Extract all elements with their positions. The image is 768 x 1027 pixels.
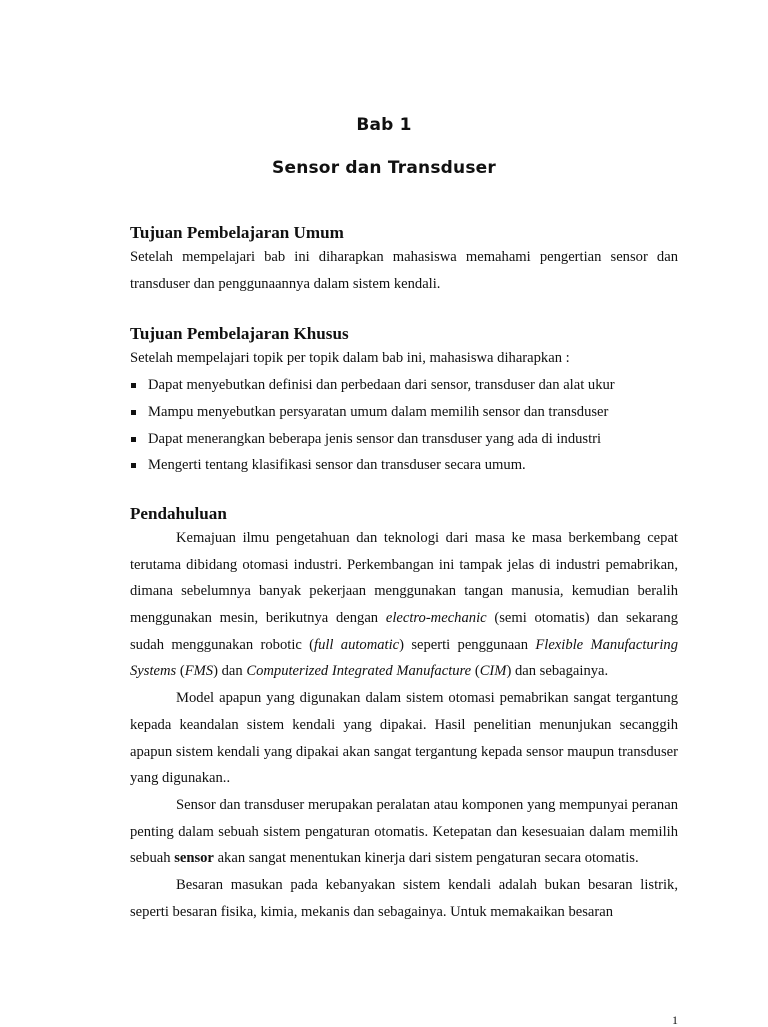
list-item (130, 372, 678, 399)
italic-term: Computerized Integrated Manufacture (246, 663, 472, 680)
page-number: 1 (672, 1013, 678, 1027)
paragraph-tujuan-khusus-intro: Setelah mempelajari topik per topik dalam bab ini, mahasiswa diharapkan : (130, 350, 570, 367)
text-run: ( (176, 663, 185, 680)
italic-term: electro-mechanic (385, 610, 487, 627)
section-heading-tujuan-umum: Tujuan Pembelajaran Umum (130, 223, 344, 242)
objectives-list (130, 372, 678, 479)
list-item (130, 452, 678, 479)
document-body (130, 222, 678, 925)
text-run: akan sangat menentukan kinerja dari sistem pengaturan secara otomatis. (213, 850, 639, 867)
italic-term: FMS (184, 663, 214, 680)
text-run: Kemajuan ilmu pengetahuan dan teknologi dari masa ke masa berkembang cepat terutama dibidang otomasi industri. Perkembangan ini tampak jelas di industri pemabrikan, dimana sebelumnya banyak pekerjaan menggunakan tangan manusia, kemudian beralih menggunakan mesin, berikutnya dengan (130, 529, 678, 627)
bold-term: sensor (174, 850, 214, 867)
text-run: Sensor dan transduser merupakan peralatan atau komponen yang mempunyai peranan penting dalam sebuah sistem pengaturan otomatis. Ketepatan dan kesesuaian dalam memilih sebuah (130, 796, 678, 867)
text-run: ) dan (213, 663, 247, 680)
square-bullet-icon (131, 463, 136, 468)
text-run: ) seperti penggunaan (399, 636, 536, 653)
square-bullet-icon (131, 437, 136, 442)
list-item (130, 426, 678, 453)
section-heading-pendahuluan: Pendahuluan (130, 503, 227, 523)
italic-term: CIM (479, 663, 507, 680)
paragraph-pendahuluan-2: Model apapun yang digunakan dalam sistem otomasi pemabrikan sangat tergantung kepada keandalan sistem kendali yang dipakai. Hasil penelitian menunjukan secanggih apapun sistem kendali yang dipakai akan sangat tergantung kepada sensor maupun transduser yang digunakan.. (130, 690, 678, 787)
text-run: (semi otomatis) dan sekarang sudah menggunakan robotic ( (130, 610, 679, 653)
paragraph-pendahuluan-1 (130, 525, 678, 685)
square-bullet-icon (131, 410, 136, 415)
section-heading-tujuan-khusus: Tujuan Pembelajaran Khusus (130, 324, 349, 344)
paragraph-pendahuluan-3 (130, 792, 678, 872)
text-run: ( (471, 663, 480, 680)
list-item-text: Dapat menyebutkan definisi dan perbedaan dari sensor, transduser dan alat ukur (148, 377, 615, 394)
paragraph-pendahuluan-4: Besaran masukan pada kebanyakan sistem kendali adalah bukan besaran listrik, seperti besaran fisika, kimia, mekanis dan sebagainya. Untuk memakaikan besaran (130, 877, 678, 920)
paragraph-tujuan-umum: Setelah mempelajari bab ini diharapkan mahasiswa memahami pengertian sensor dan transduser dan penggunaannya dalam sistem kendali. (130, 249, 678, 292)
list-item-text: Mampu menyebutkan persyaratan umum dalam memilih sensor dan transduser (148, 403, 609, 420)
list-item-text: Mengerti tentang klasifikasi sensor dan transduser secara umum. (148, 457, 526, 474)
section-pendahuluan (130, 503, 678, 926)
text-run: ) dan sebagainya. (506, 663, 609, 680)
square-bullet-icon (131, 383, 136, 388)
section-tujuan-khusus (130, 323, 678, 479)
section-tujuan-umum (130, 222, 678, 297)
italic-term: full automatic (314, 636, 400, 653)
list-item-text: Dapat menerangkan beberapa jenis sensor dan transduser yang ada di industri (148, 430, 602, 447)
list-item (130, 399, 678, 426)
chapter-number: Bab 1 (356, 115, 412, 135)
chapter-title: Sensor dan Transduser (272, 158, 496, 178)
italic-term: Flexible Manufacturing Systems (130, 636, 679, 680)
